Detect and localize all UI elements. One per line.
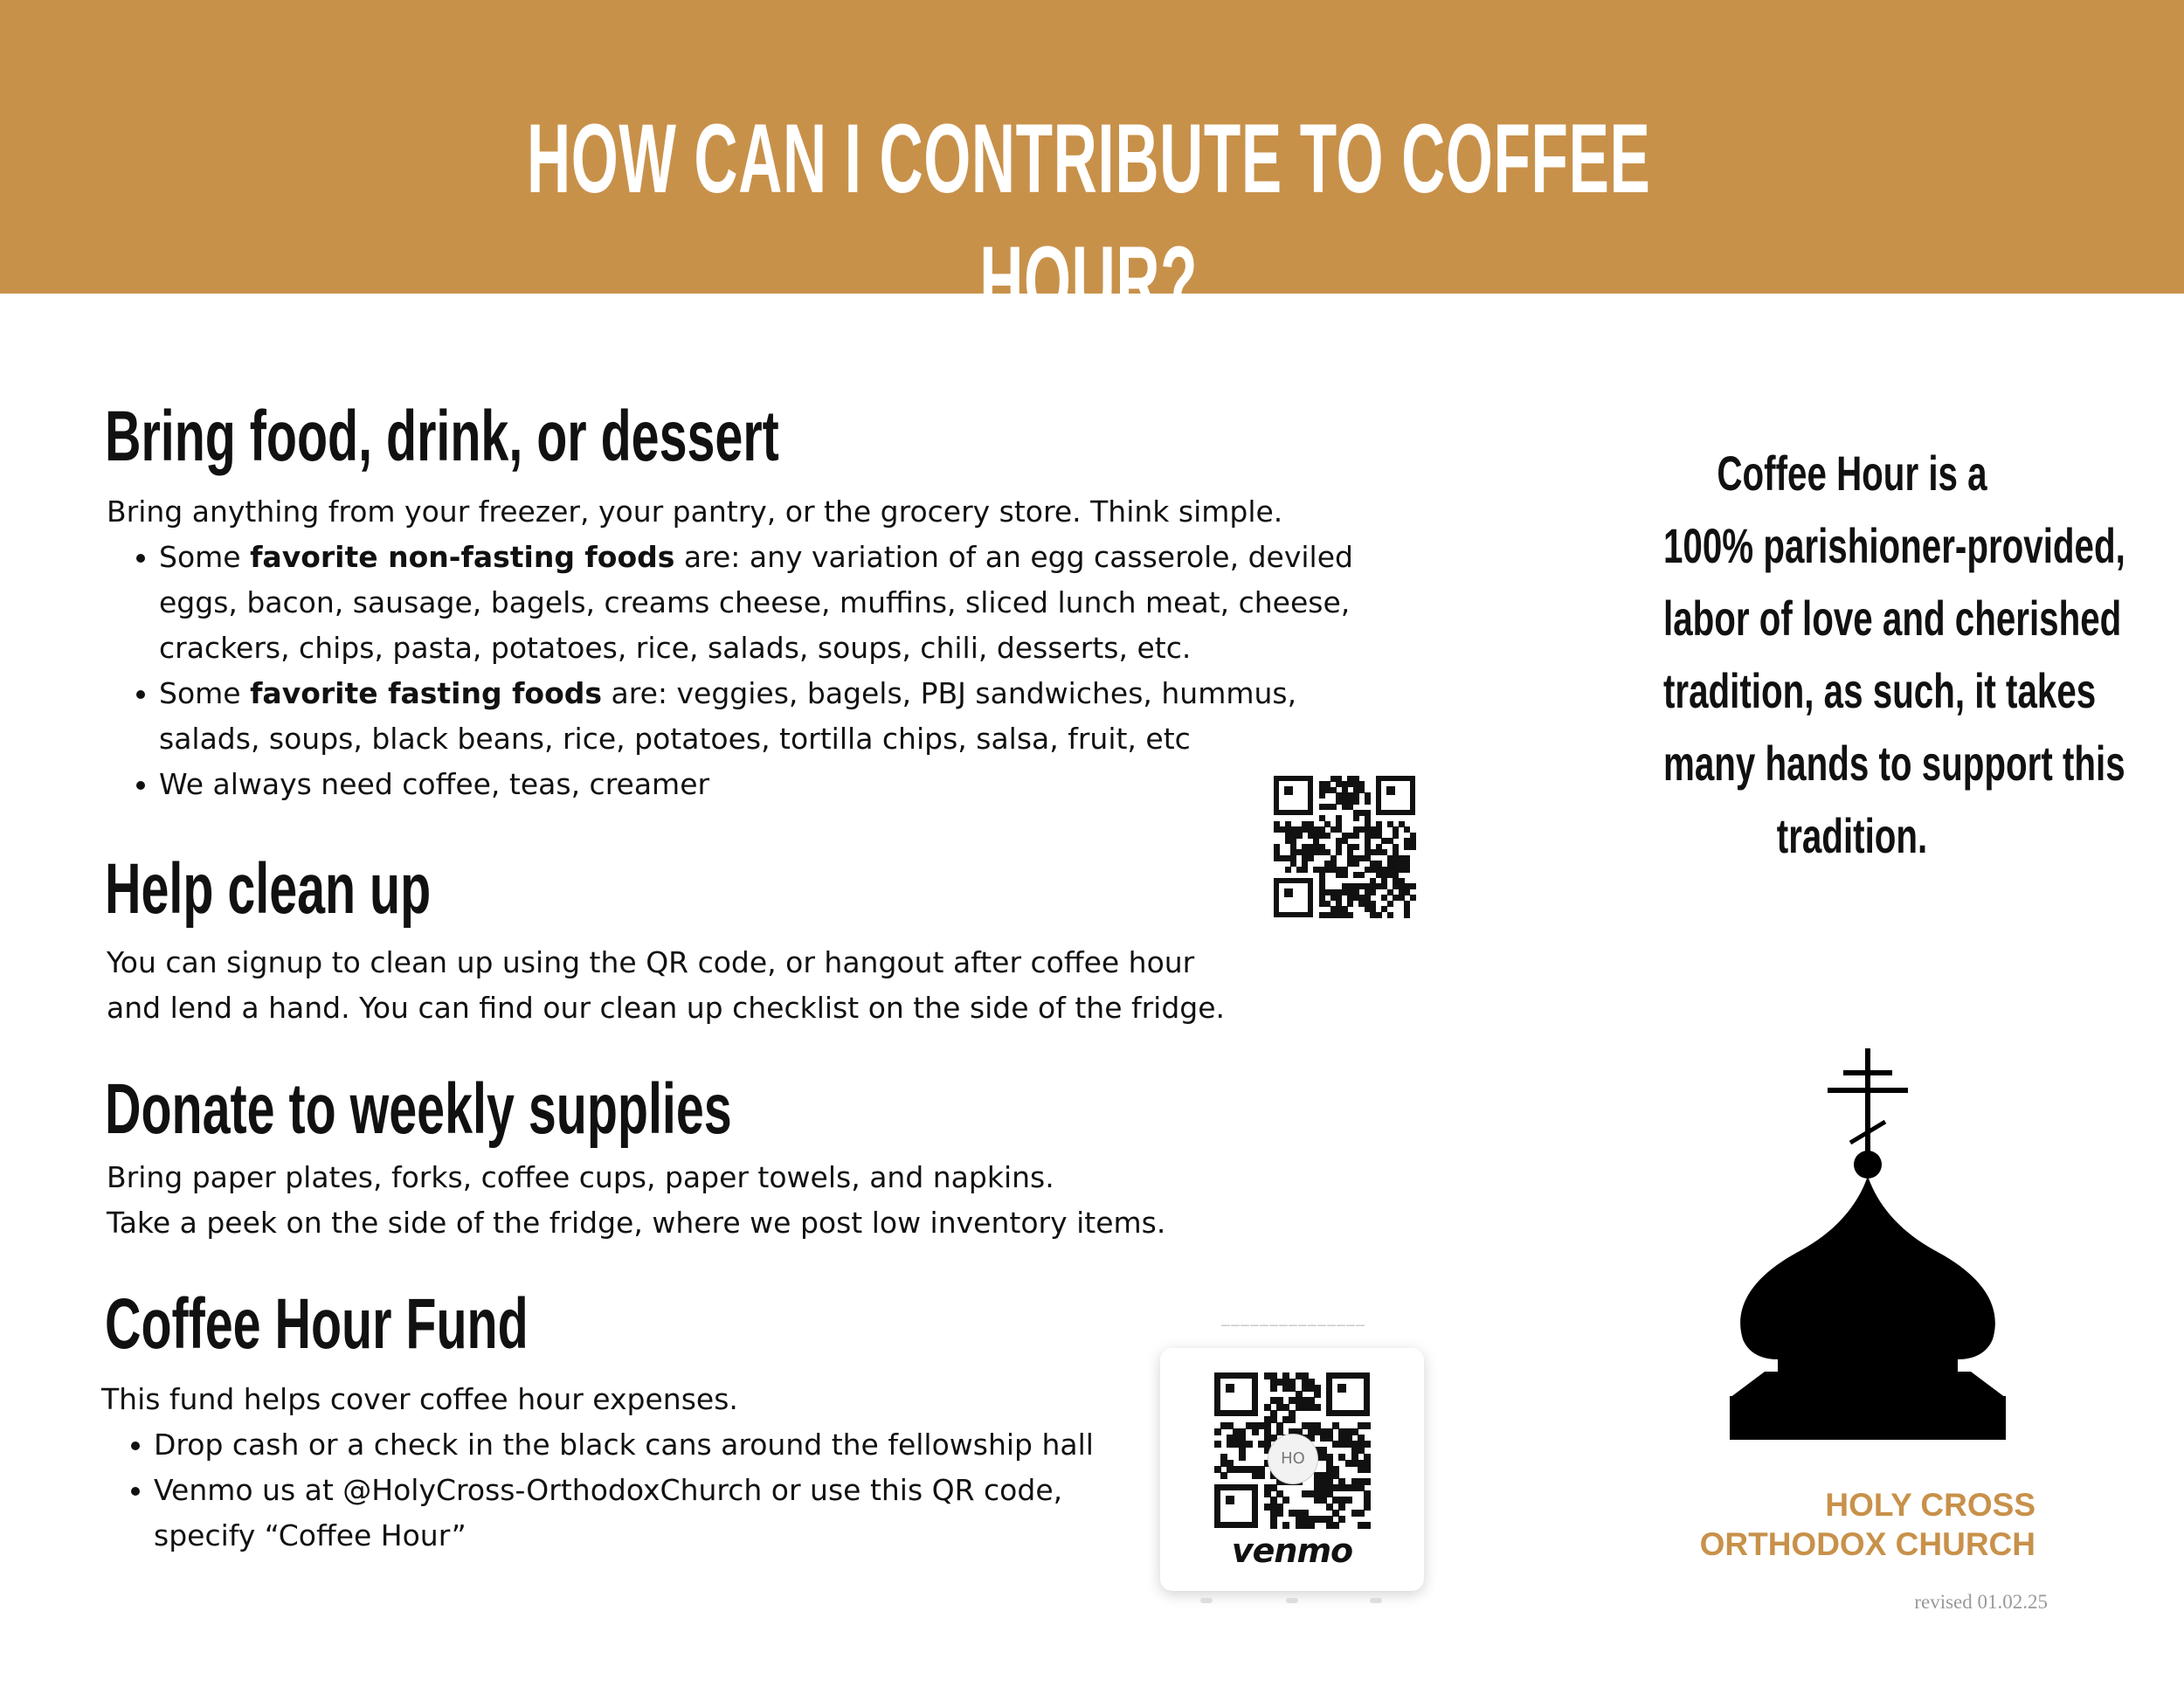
- qr-module: [1358, 1510, 1365, 1517]
- list-item: Drop cash or a check in the black cans around the fellowship hall: [101, 1422, 1094, 1468]
- supplies-line-2: Take a peek on the side of the fridge, where we post low inventory items.: [107, 1206, 1166, 1240]
- qr-module: [1387, 912, 1393, 918]
- qr-module: [1220, 1472, 1227, 1479]
- qr-finder-pattern: [1326, 1372, 1370, 1416]
- qr-module: [1276, 1510, 1283, 1517]
- qr-module: [1358, 872, 1365, 878]
- church-dome-icon: [1695, 1048, 2044, 1476]
- quote-line: tradition.: [1776, 808, 1928, 863]
- qr-module: [1289, 1416, 1296, 1423]
- qr-module: [1338, 1516, 1345, 1523]
- qr-finder-pattern: [1376, 776, 1415, 815]
- qr-module: [1296, 833, 1303, 839]
- carousel-dot: [1286, 1598, 1298, 1603]
- quote-line: Coffee Hour is a: [1717, 446, 1987, 501]
- qr-module: [1239, 1454, 1246, 1461]
- quote-line: many hands to support this: [1663, 736, 2125, 791]
- qr-module: [1404, 867, 1410, 873]
- food-intro: Bring anything from your freezer, your pantry, or the grocery store. Think simple.: [107, 494, 1283, 529]
- list-item-continuation: eggs, bacon, sausage, bagels, creams cheese, muffins, sliced lunch meat, cheese,: [159, 585, 1351, 619]
- cleanup-line-2: and lend a hand. You can find our clean up checklist on the side of the fridge.: [107, 991, 1226, 1025]
- venmo-qr-card[interactable]: [1160, 1348, 1424, 1591]
- qr-module: [1364, 1522, 1371, 1529]
- quote-line: 100% parishioner-provided,: [1663, 518, 2125, 573]
- qr-module: [1282, 1497, 1289, 1504]
- qr-module: [1347, 901, 1353, 907]
- qr-module: [1214, 1428, 1221, 1435]
- venmo-logo: venmo: [1231, 1531, 1353, 1570]
- qr-module: [1285, 867, 1291, 873]
- qr-module: [1252, 1428, 1259, 1435]
- cleanup-line-1: You can signup to clean up using the QR code, or hangout after coffee hour: [107, 945, 1195, 979]
- list-item-continuation: salads, soups, black beans, rice, potatoes, tortilla chips, salsa, fruit, etc: [159, 722, 1191, 756]
- qr-module: [1308, 1522, 1315, 1529]
- section-heading-supplies: Donate to weekly supplies: [105, 1069, 732, 1149]
- qr-module: [1393, 833, 1399, 839]
- bullet-icon: [131, 1442, 140, 1450]
- bullet-icon: [131, 1487, 140, 1496]
- qr-module: [1410, 844, 1416, 850]
- qr-module: [1353, 815, 1359, 821]
- qr-module: [1364, 1422, 1371, 1429]
- fund-bullet-list: [101, 1422, 1094, 1559]
- list-item-continuation: specify “Coffee Hour”: [154, 1518, 467, 1552]
- carousel-dot: [1200, 1598, 1213, 1603]
- qr-module: [1353, 861, 1359, 867]
- bullet-icon: [136, 781, 145, 790]
- qr-module: [1410, 883, 1416, 889]
- revision-date: revised 01.02.25: [1914, 1591, 2048, 1613]
- section-heading-cleanup: Help clean up: [105, 849, 432, 929]
- qr-module: [1308, 855, 1314, 861]
- qr-module: [1314, 1391, 1321, 1398]
- qr-module: [1336, 849, 1342, 855]
- qr-module: [1342, 872, 1348, 878]
- qr-module: [1214, 1441, 1221, 1448]
- qr-finder-pattern: [1214, 1372, 1258, 1416]
- qr-module: [1258, 1472, 1265, 1479]
- qr-module: [1387, 901, 1393, 907]
- qr-module: [1353, 844, 1359, 850]
- qr-module: [1353, 833, 1359, 839]
- qr-module: [1364, 1478, 1371, 1485]
- quote-line: tradition, as such, it takes: [1663, 663, 2097, 718]
- fund-intro: This fund helps cover coffee hour expenses.: [101, 1382, 738, 1416]
- qr-module: [1376, 912, 1382, 918]
- list-item: Venmo us at @HolyCross-OrthodoxChurch or use this QR code,: [101, 1468, 1094, 1513]
- bullet-icon: [136, 690, 145, 699]
- page-title: HOW CAN I CONTRIBUTE TO COFFEE HOUR?: [526, 104, 1651, 335]
- quote-line: labor of love and cherished: [1663, 591, 2122, 646]
- qr-module: [1364, 1466, 1371, 1473]
- signup-qr-code[interactable]: [1274, 776, 1415, 917]
- section-heading-fund: Coffee Hour Fund: [105, 1284, 529, 1364]
- qr-module: [1345, 1497, 1352, 1504]
- qr-module: [1338, 1504, 1345, 1511]
- qr-module: [1302, 867, 1308, 873]
- qr-module: [1270, 1385, 1277, 1392]
- qr-module: [1410, 895, 1416, 901]
- list-item-continuation: crackers, chips, pasta, potatoes, rice, salads, soups, chili, desserts, etc.: [159, 631, 1192, 665]
- coffee-hour-quote: [1590, 437, 2125, 872]
- list-item: Some favorite fasting foods are: veggies, bagels, PBJ sandwiches, hummus,: [107, 671, 1353, 716]
- qr-module: [1270, 1522, 1277, 1529]
- carousel-dot: [1370, 1598, 1382, 1603]
- church-name: HOLY CROSS ORTHODOX CHURCH: [1699, 1487, 2035, 1562]
- qr-module: [1404, 912, 1410, 918]
- bullet-icon: [136, 554, 145, 563]
- qr-module: [1319, 792, 1325, 799]
- qr-module: [1330, 804, 1337, 810]
- food-bullet-list: [107, 535, 1353, 807]
- qr-module: [1370, 889, 1376, 895]
- qr-finder-pattern: [1274, 776, 1313, 815]
- venmo-qr-badge: HO: [1268, 1434, 1318, 1484]
- qr-module: [1324, 833, 1330, 839]
- qr-finder-pattern: [1214, 1484, 1258, 1528]
- supplies-line-1: Bring paper plates, forks, coffee cups, paper towels, and napkins.: [107, 1160, 1054, 1194]
- qr-finder-pattern: [1274, 878, 1313, 917]
- list-item: Some favorite non-fasting foods are: any variation of an egg casserole, deviled: [107, 535, 1353, 580]
- qr-module: [1364, 1441, 1371, 1448]
- qr-module: [1365, 799, 1371, 805]
- qr-module: [1364, 1504, 1371, 1511]
- section-heading-food: Bring food, drink, or dessert: [105, 397, 779, 476]
- qr-module: [1332, 1522, 1339, 1529]
- qr-module: [1347, 912, 1353, 918]
- qr-module: [1314, 1404, 1321, 1411]
- list-item: We always need coffee, teas, creamer: [107, 762, 1353, 807]
- qr-module: [1353, 799, 1359, 805]
- venmo-handle-caption: ———————————————: [1220, 1319, 1365, 1331]
- qr-module: [1246, 1441, 1253, 1448]
- qr-module: [1282, 1522, 1289, 1529]
